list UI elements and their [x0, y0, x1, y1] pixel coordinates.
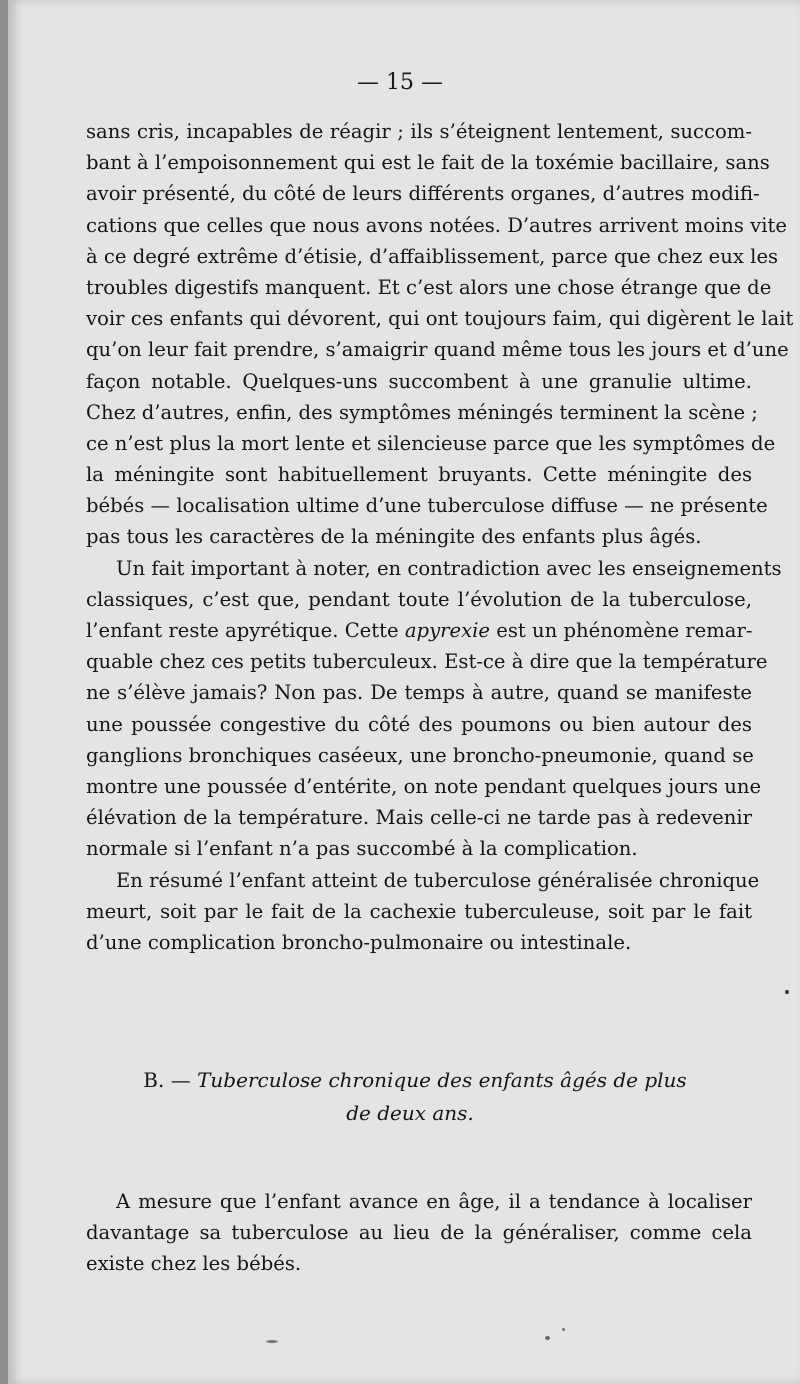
text-line: davantage sa tuberculose au lieu de la généraliser, comme cela — [86, 1221, 752, 1245]
paragraph-2 — [86, 553, 782, 865]
text-line: qu’on leur fait prendre, s’amaigrir quand même tous les jours et d’une — [86, 338, 789, 362]
text-line: quable chez ces petits tuberculeux. Est-ce à dire que la température — [86, 650, 768, 674]
section-heading-title-cont: de deux ans. — [346, 1101, 474, 1125]
paragraph-3 — [86, 865, 760, 959]
ink-speck — [266, 1340, 278, 1343]
text-line: existe chez les bébés. — [86, 1252, 302, 1276]
text-line: Chez d’autres, enfin, des symptômes méningés terminent la scène ; — [86, 400, 758, 424]
text-line: avoir présenté, du côté de leurs différents organes, d’autres modifi- — [86, 182, 760, 206]
ink-speck — [545, 1336, 550, 1340]
final-text-block — [86, 1186, 752, 1280]
section-heading-line-2 — [0, 1097, 800, 1130]
text-line-apyrexie — [86, 615, 752, 646]
text-line: classiques, c’est que, pendant toute l’évolution de la tuberculose, — [86, 587, 752, 611]
ink-speck — [562, 1328, 565, 1331]
text-segment: est un phénomène remar- — [490, 619, 753, 642]
section-heading-title: Tuberculose chronique des enfants âgés de plus — [197, 1068, 687, 1092]
paragraph-1 — [86, 116, 794, 553]
text-line: normale si l’enfant n’a pas succombé à la complication. — [86, 837, 638, 861]
body-text-block — [86, 116, 794, 958]
text-line: élévation de la température. Mais celle-ci ne tarde pas à redevenir — [86, 806, 752, 830]
text-line: meurt, soit par le fait de la cachexie tuberculeuse, soit par le fait — [86, 899, 752, 923]
section-heading-prefix: B. — — [143, 1068, 198, 1092]
text-line: la méningite sont habituellement bruyants. Cette méningite des — [86, 463, 752, 487]
text-line: d’une complication broncho-pulmonaire ou intestinale. — [86, 930, 632, 954]
text-line: bébés — localisation ultime d’une tuberculose diffuse — ne présente — [86, 494, 768, 518]
text-line: sans cris, incapables de réagir ; ils s’éteignent lentement, succom- — [86, 120, 752, 143]
text-line: montre une poussée d’entérite, on note pendant quelques jours une — [86, 774, 762, 798]
text-line: ganglions bronchiques caséeux, une broncho-pneumonie, quand se — [86, 743, 754, 767]
text-segment: l’enfant reste apyrétique. Cette — [86, 619, 405, 642]
text-line: voir ces enfants qui dévorent, qui ont toujours faim, qui digèrent le lait — [86, 307, 794, 331]
text-line: à ce degré extrême d’étisie, d’affaiblissement, parce que chez eux les — [86, 244, 779, 268]
section-heading-line-1 — [0, 1064, 800, 1097]
text-line: En résumé l’enfant atteint de tuberculose généralisée chronique — [116, 868, 760, 892]
paragraph-4 — [86, 1186, 752, 1280]
text-line: troubles digestifs manquent. Et c’est alors une chose étrange que de — [86, 275, 772, 299]
text-line: cations que celles que nous avons notées. D’autres arrivent moins vite — [86, 213, 787, 237]
ink-speck — [785, 990, 789, 994]
section-heading — [0, 1064, 800, 1130]
text-line: ce n’est plus la mort lente et silencieuse parce que les symptômes de — [86, 431, 776, 455]
text-line: pas tous les caractères de la méningite des enfants plus âgés. — [86, 525, 702, 549]
text-line: bant à l’empoisonnement qui est le fait de la toxémie bacillaire, sans — [86, 151, 770, 175]
page-number: — 15 — — [357, 70, 443, 95]
text-line: une poussée congestive du côté des poumons ou bien autour des — [86, 712, 752, 736]
text-line: façon notable. Quelques-uns succombent à une granulie ultime. — [86, 369, 752, 393]
text-line: A mesure que l’enfant avance en âge, il a tendance à localiser — [116, 1190, 752, 1213]
text-line: Un fait important à noter, en contradiction avec les enseignements — [116, 556, 782, 580]
italic-term-apyrexie: apyrexie — [404, 619, 491, 642]
text-line: ne s’élève jamais? Non pas. De temps à autre, quand se manifeste — [86, 681, 752, 705]
